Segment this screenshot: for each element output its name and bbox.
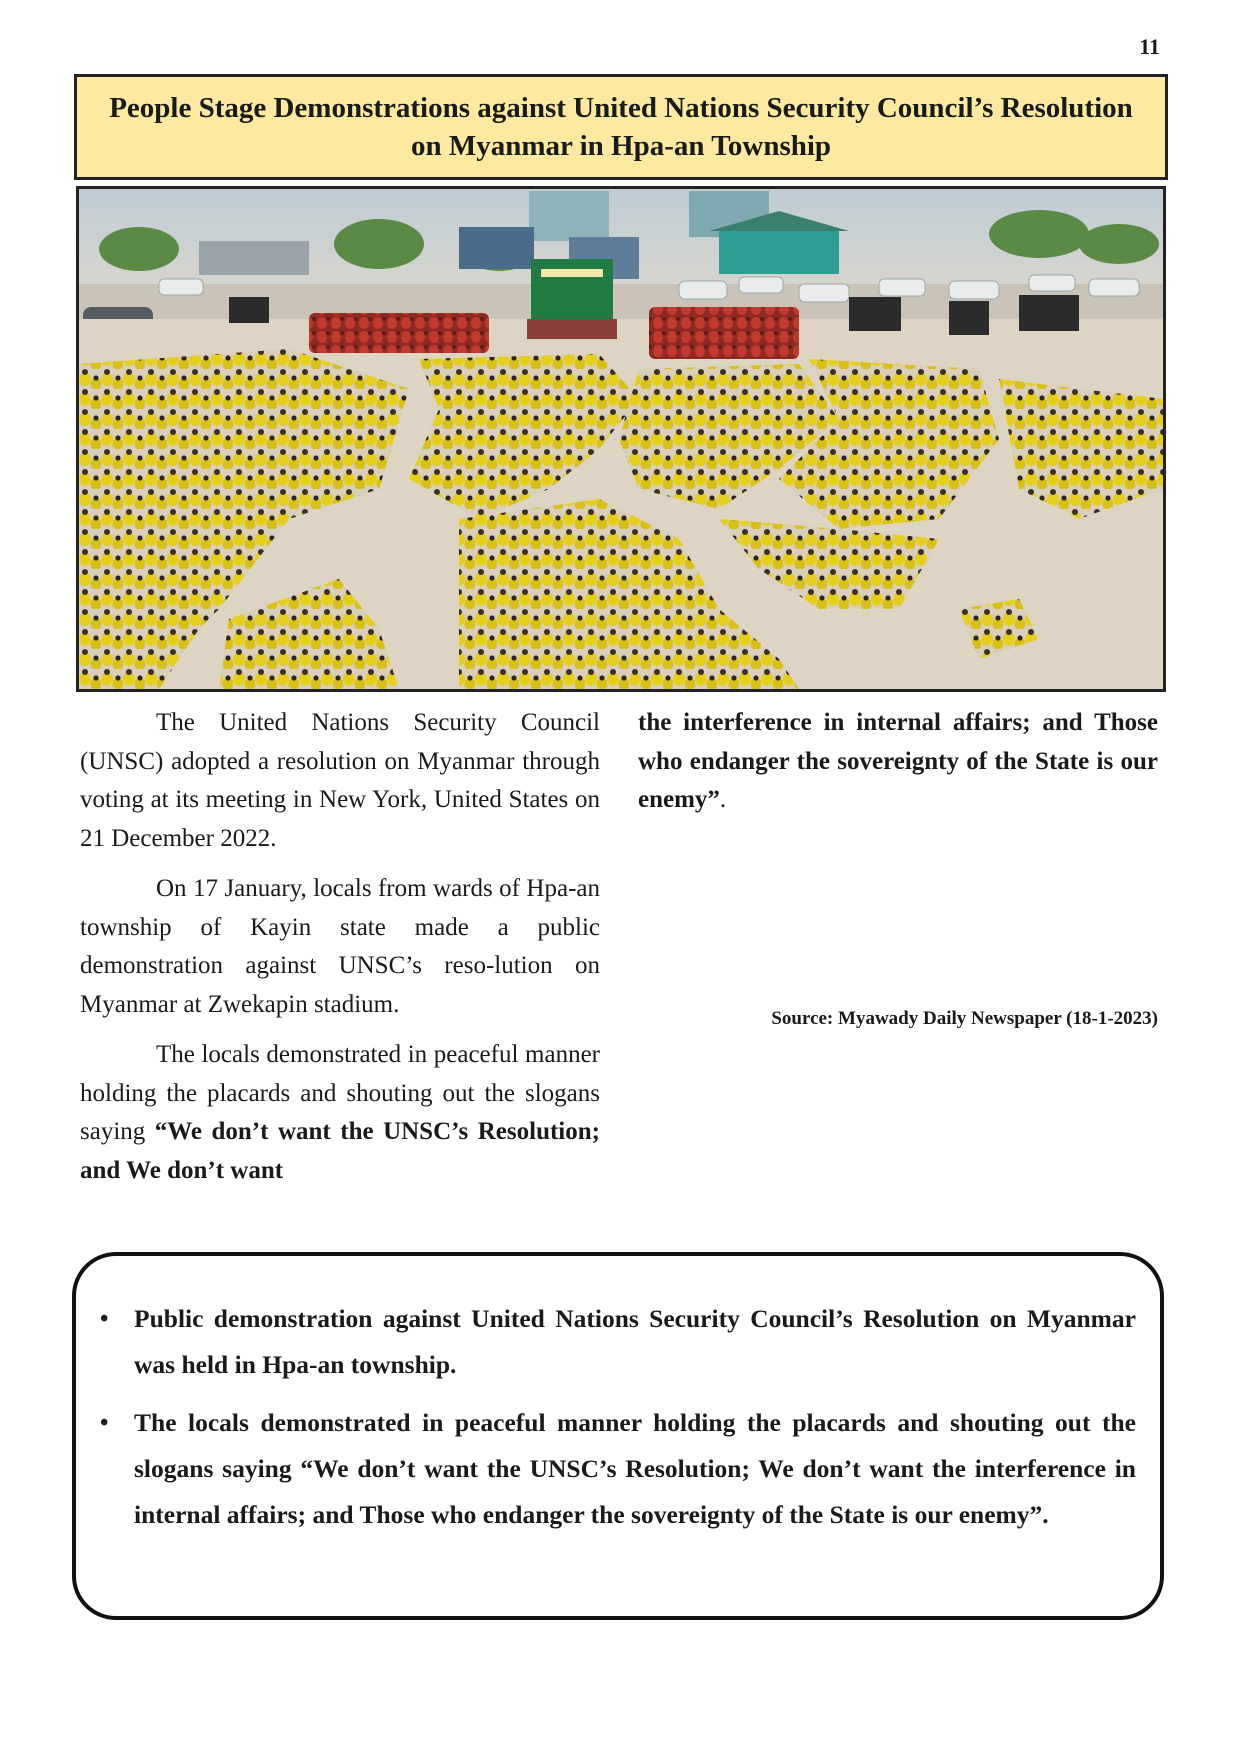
- stage-banner: [531, 259, 613, 321]
- article-paragraph-3: [80, 1036, 600, 1190]
- title-box: [74, 74, 1168, 180]
- article-paragraph-1: The United Nations Security Council (UNSC) adopted a resolution on Myanmar through voting at its meeting in New York, United States on 21 December 2022.: [80, 709, 600, 852]
- slogan-text-part-1: “We don’t want the UNSC’s Resolution; and We don’t want: [80, 1118, 600, 1184]
- article-right-column: [638, 704, 1158, 832]
- summary-text-2: The locals demonstrated in peaceful manner holding the placards and shouting out the slogans saying “We don’t want the UNSC’s Resolution; We don’t want the interference in internal affairs; and Those who endanger the sovereignty of the State is our enemy”.: [134, 1408, 1136, 1529]
- slogan-text-part-2: the interference in internal affairs; and Those who endanger the sovereignty of the State is our enemy”: [638, 709, 1158, 813]
- summary-list: [76, 1256, 1160, 1538]
- slogan-continuation: [638, 704, 1158, 820]
- paragraph-3-text: The locals demonstrated in peaceful manner holding the placards and shouting out the slogans saying: [80, 1041, 600, 1145]
- page-number: 11: [1139, 34, 1160, 59]
- summary-bullet-1: [100, 1296, 1136, 1388]
- article-paragraph-2: On 17 January, locals from wards of Hpa-an township of Kayin state made a public demonstration against UNSC’s reso-lution on Myanmar at Zwekapin stadium.: [80, 875, 600, 1018]
- demonstration-photo: [76, 186, 1166, 692]
- bullet-icon: •: [100, 1306, 109, 1332]
- crowd-illustration: [79, 189, 1163, 689]
- summary-text-1: Public demonstration against United Nations Security Council’s Resolution on Myanmar was held in Hpa-an township.: [134, 1304, 1136, 1379]
- bullet-icon: •: [100, 1410, 109, 1436]
- article-left-column: [80, 704, 600, 1202]
- source-citation: Source: Myawady Daily Newspaper (18-1-2023): [771, 1008, 1158, 1029]
- summary-bullet-2: [100, 1400, 1136, 1538]
- slogan-end: .: [719, 786, 727, 813]
- summary-box: [72, 1252, 1164, 1620]
- page-title: People Stage Demonstrations against United Nations Security Council’s Resolution on Myanmar in Hpa-an Township: [109, 92, 1133, 162]
